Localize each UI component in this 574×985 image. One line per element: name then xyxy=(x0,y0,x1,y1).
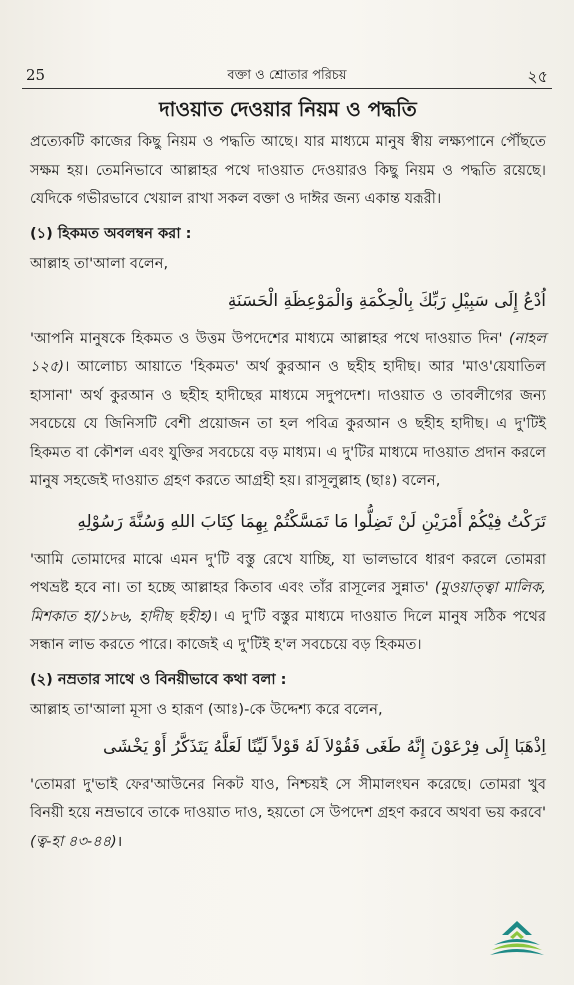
hadith-translation xyxy=(30,546,546,660)
section2-arabic-verse: اِذْهَبَا إِلَى فِرْعَوْنَ إِنَّهُ طَغَى فَقُوْلاَ لَهُ قَوْلاً لَيِّنًا لَعَلَّهُ يَتَذَكَّرُ أَوْ يَخْشَى xyxy=(103,736,546,757)
page-header xyxy=(22,58,552,89)
hadith-translation-text: 'আমি তোমাদের মাঝে এমন দু'টি বস্তু রেখে যাচ্ছি, যা ভালভাবে ধারণ করলে তোমরা পথভ্রষ্ট হবে না। তা হচ্ছে আল্লাহর কিতাব এবং তাঁর রাসূলের সুন্নাত' xyxy=(30,550,546,596)
section1-arabic-verse: اُدْعُ إِلَى سَبِيْلِ رَبِّكَ بِالْحِكْمَةِ وَالْمَوْعِظَةِ الْحَسَنَةِ xyxy=(227,290,546,311)
intro-paragraph: প্রত্যেকটি কাজের কিছু নিয়ম ও পদ্ধতি আছে। যার মাধ্যমে মানুষ স্বীয় লক্ষ্যপানে পৌঁছতে সক্ষম হয়। তেমনিভাবে আল্লাহর পথে দাওয়াত দেওয়ারও কিছু নিয়ম ও পদ্ধতি রয়েছে। যেদিকে গভীরভাবে খেয়াল রাখা সকল বক্তা ও দাঈর জন্য একান্ত যরূরী। xyxy=(30,133,546,207)
section1-translation-text: 'আপনি মানুষকে হিকমত ও উত্তম উপদেশের মাধ্যমে আল্লাহর পথে দাওয়াত দিন' xyxy=(30,329,503,347)
section2-translation xyxy=(30,771,546,857)
section2-speaker: আল্লাহ তা'আলা মূসা ও হারূণ (আঃ)-কে উদ্দেশ্য করে বলেন, xyxy=(30,701,383,718)
hadith-arabic: تَرَكْتُ فِيْكُمْ أَمْرَيْنِ لَنْ تَضِلُّوا مَا تَمَسَّكْتُمْ بِهِمَا كِتَابَ اللهِ وَسُنَّةَ رَسُوْلِهِ xyxy=(77,511,546,532)
section2-heading: (২) নম্রতার সাথে ও বিনয়ীভাবে কথা বলা : xyxy=(30,670,287,688)
hadith-reference: (মুওয়াত্ত্বা মালিক, মিশকাত হা/১৮৬, হাদীছ ছহীহ) xyxy=(30,579,546,625)
section1-translation xyxy=(30,325,546,496)
page-content xyxy=(30,92,546,862)
section1-heading: (১) হিকমত অবলম্বন করা : xyxy=(30,224,192,242)
page-number-latin: 25 xyxy=(26,66,46,84)
section2-translation-text: 'তোমরা দু'ভাই ফের'আউনের নিকট যাও, নিশ্চয়ই সে সীমালংঘন করেছে। তোমরা খুব বিনয়ী হয়ে নম্রভাবে তাকে দাওয়াত দাও, হয়তো সে উপদেশ গ্রহণ করবে অথবা ভয় করবে' xyxy=(30,775,546,821)
running-title: বক্তা ও শ্রোতার পরিচয় xyxy=(227,68,347,83)
section2-verse-reference: (ত্ব-হা ৪৩-৪৪) xyxy=(30,832,117,850)
section1-explanation: । আলোচ্য আয়াতে 'হিকমত' অর্থ কুরআন ও ছহীহ হাদীছ। আর 'মাও'য়েযাতিল হাসানা' অর্থ কুরআন ও ছহীহ হাদীছের মাধ্যমে সদুপদেশ। দাওয়াত ও তাবলীগের জন্য সবচেয়ে যে জিনিসটি বেশী প্রয়োজন তা হল পবিত্র কুরআন ও ছহীহ হাদীছ। এ দু'টিই হিকমত বা কৌশল এবং যুক্তির সবচেয়ে বড় মাধ্যম। এ দু'টির মাধ্যমে দাওয়াত প্রদান করলে মানুষ সহজেই দাওয়াত গ্রহণ করতে আগ্রহী হয়। রাসূলুল্লাহ (ছাঃ) বলেন, xyxy=(30,358,546,489)
section1-speaker: আল্লাহ তা'আলা বলেন, xyxy=(30,255,169,272)
publisher-logo-icon xyxy=(488,917,546,963)
chapter-title: দাওয়াত দেওয়ার নিয়ম ও পদ্ধতি xyxy=(159,97,417,121)
section1-verse-reference: (নাহল ১২৫) xyxy=(30,329,546,375)
section2-end: । xyxy=(116,832,123,850)
page-number-bangla: ২৫ xyxy=(527,67,548,86)
hadith-explanation: । এ দু'টি বস্তুর মাধ্যমে দাওয়াত দিলে মানুষ সঠিক পথের সন্ধান লাভ করতে পারে। কাজেই এ দু'টিই হ'ল সবচেয়ে বড় হিকমত। xyxy=(30,607,546,653)
